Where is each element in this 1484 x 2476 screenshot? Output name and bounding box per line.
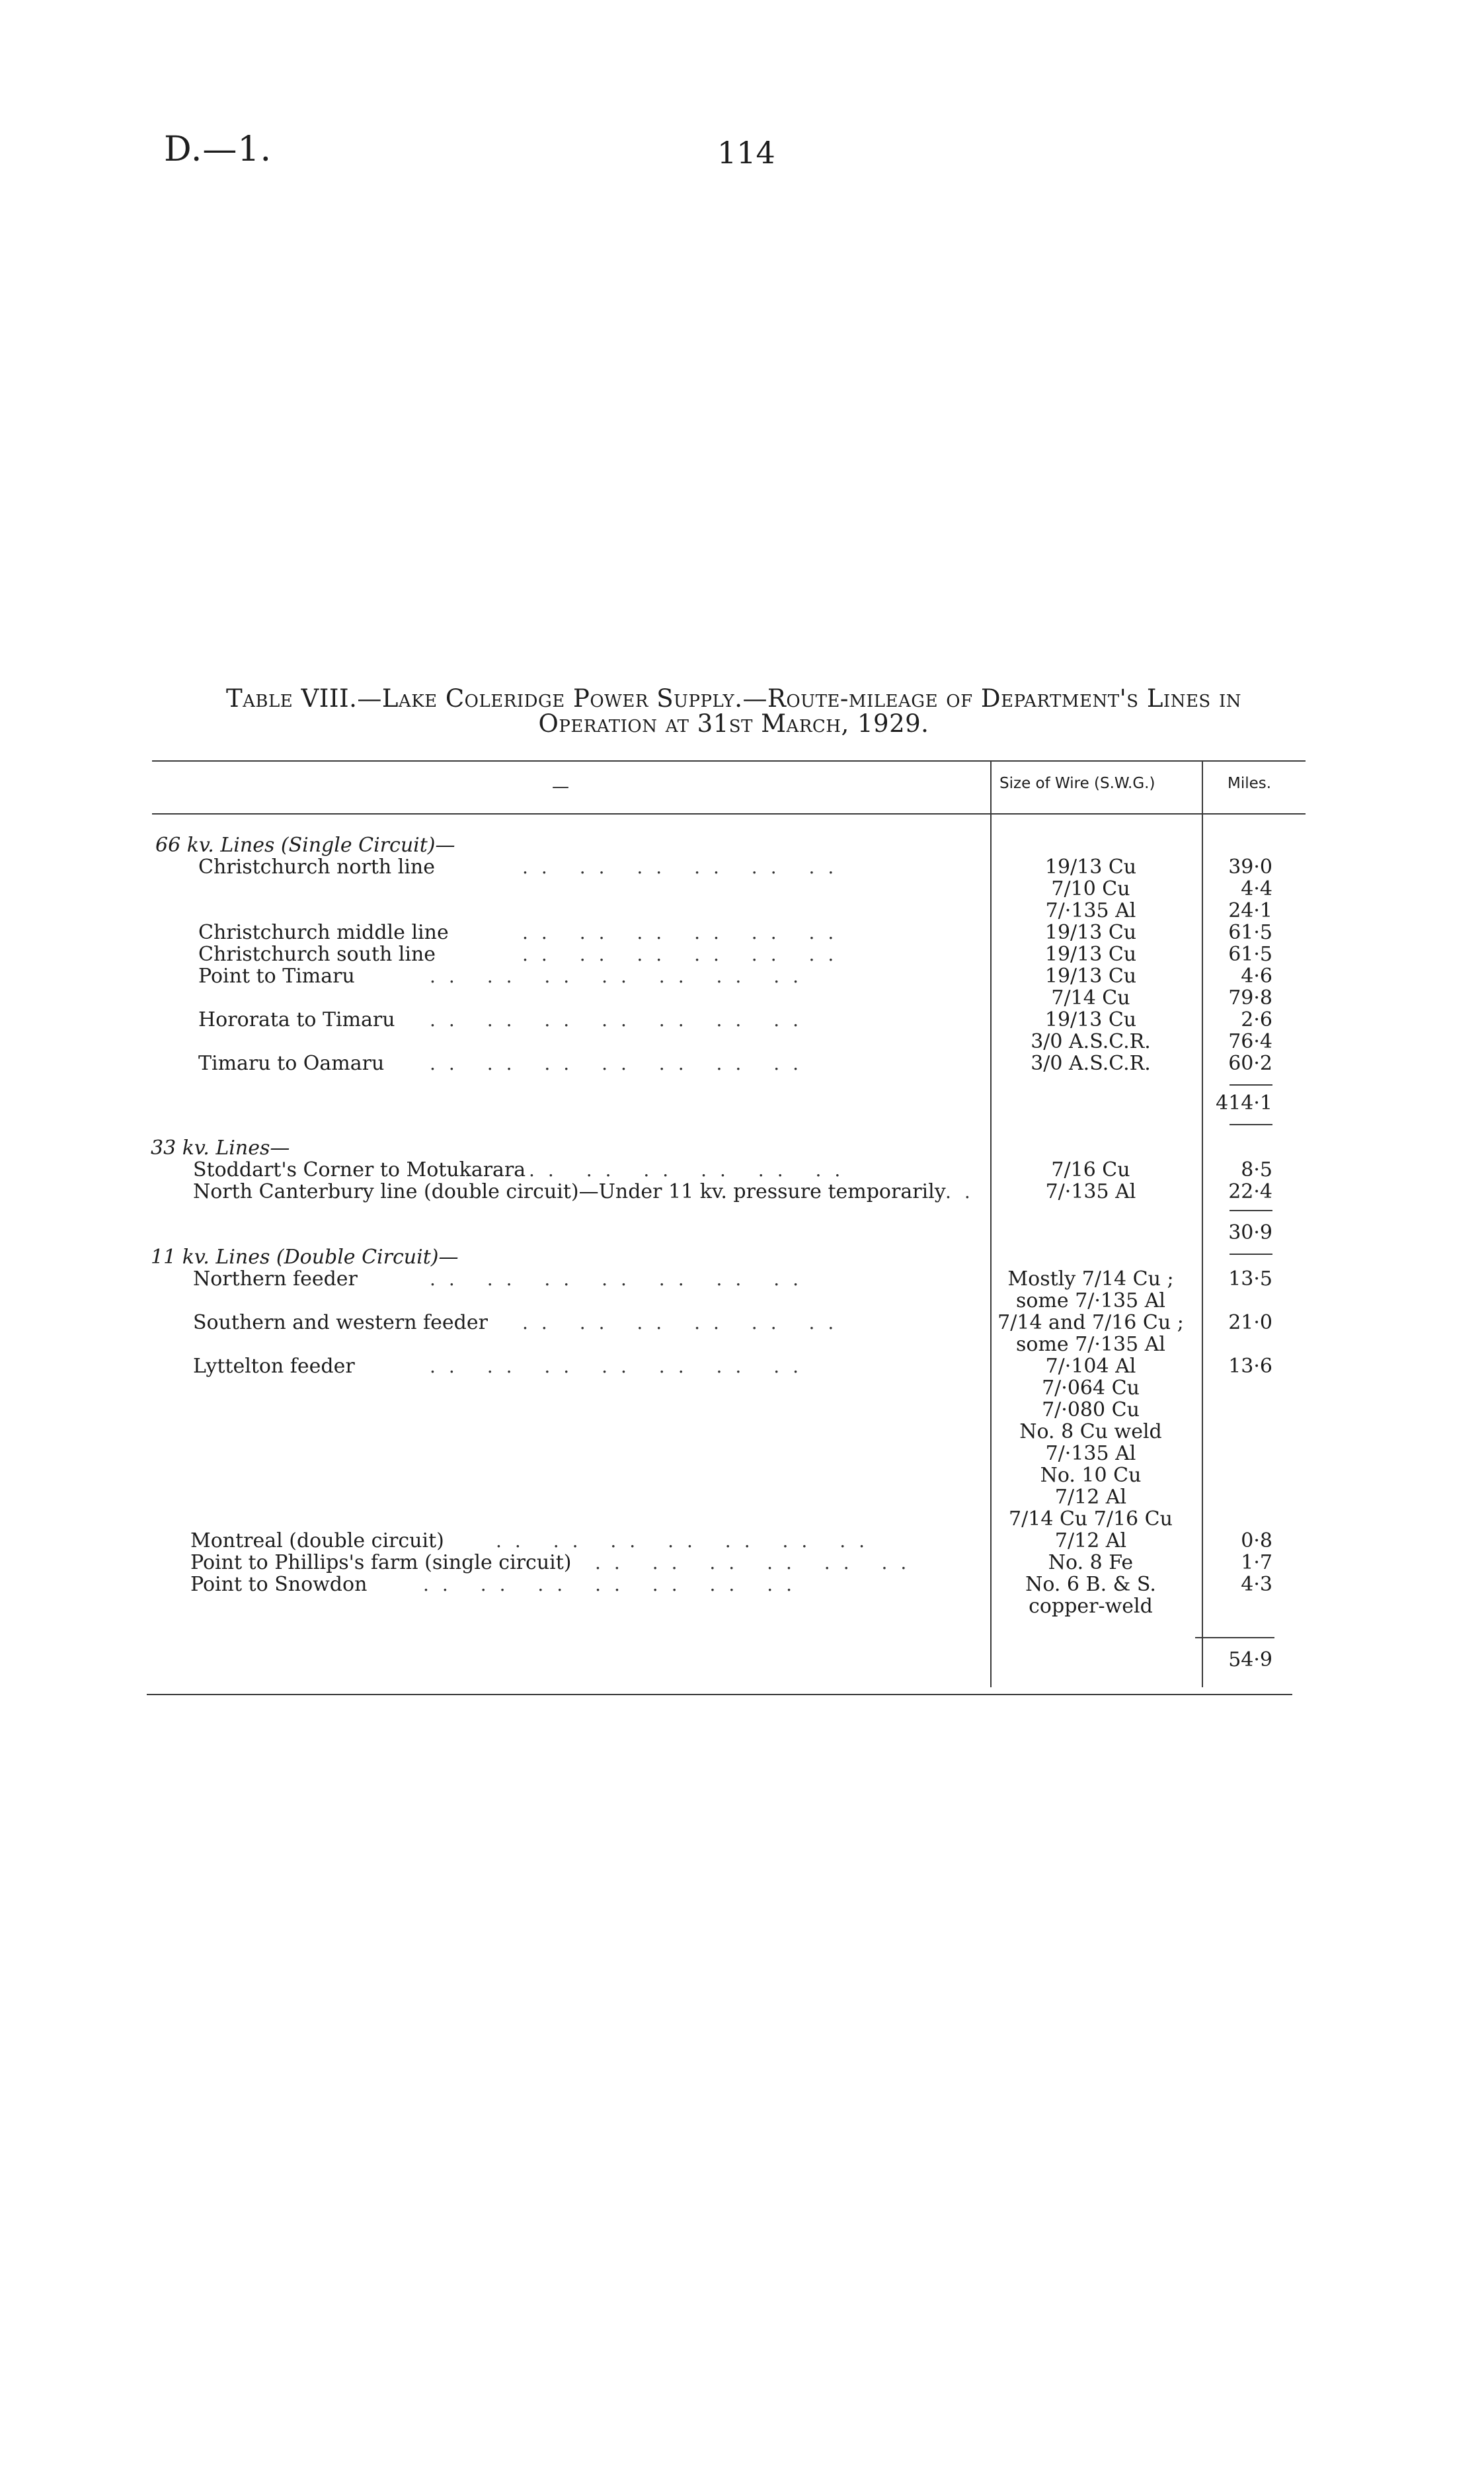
subtotal-rule (1230, 1254, 1272, 1255)
table-bottom-rule (147, 1694, 1292, 1695)
miles-value: 13·5 (1228, 1267, 1272, 1291)
row-label: Christchurch middle line (198, 921, 449, 944)
wire-size: 3/0 A.S.C.R. (1031, 1030, 1151, 1053)
wire-size: 7/·104 Al (1045, 1355, 1136, 1378)
miles-value: 22·4 (1228, 1180, 1272, 1203)
row-label: Hororata to Timaru (198, 1008, 395, 1031)
wire-size: 7/10 Cu (1051, 877, 1130, 900)
leader-dots: .. .. .. .. .. .. .. (430, 1009, 812, 1031)
row-label: Point to Timaru (198, 965, 355, 988)
wire-size: some 7/·135 Al (1016, 1289, 1165, 1312)
column-divider-2 (1202, 762, 1203, 1687)
leader-dots: .. .. .. .. .. .. .. (430, 965, 812, 987)
miles-value: 24·1 (1228, 899, 1272, 922)
miles-value: 2·6 (1241, 1008, 1272, 1031)
leader-dots: .. .. .. .. .. .. (522, 943, 847, 965)
row-label: Christchurch south line (198, 943, 436, 966)
row-label: Montreal (double circuit) (190, 1529, 444, 1552)
wire-size: 7/16 Cu (1051, 1158, 1130, 1181)
row-label: Northern feeder (193, 1267, 358, 1291)
miles-value: 61·5 (1228, 921, 1272, 944)
table-title-line-2: Operation at 31st March, 1929. (538, 709, 929, 738)
miles-value: 60·2 (1228, 1052, 1272, 1075)
section-heading: 33 kv. Lines— (151, 1137, 290, 1160)
section-total: 414·1 (1216, 1092, 1272, 1115)
section-total: 30·9 (1228, 1221, 1272, 1244)
miles-value: 8·5 (1241, 1158, 1272, 1181)
wire-size: 7/·080 Cu (1042, 1398, 1140, 1421)
miles-value: 1·7 (1241, 1551, 1272, 1574)
wire-size: 7/14 Cu (1051, 986, 1130, 1010)
miles-value: 76·4 (1228, 1030, 1272, 1053)
leader-dots: .. .. .. .. .. .. .. (430, 1355, 812, 1377)
leader-dots: .. (945, 1181, 984, 1203)
wire-size: 7/·064 Cu (1042, 1377, 1140, 1400)
wire-size: 7/·135 Al (1045, 1442, 1136, 1465)
header-blank-cell: — (552, 777, 569, 797)
leader-dots: .. .. .. .. .. .. (522, 922, 847, 943)
leader-dots: .. .. .. .. .. .. .. (430, 1268, 812, 1290)
wire-size: No. 8 Fe (1048, 1551, 1134, 1574)
page-reference: D.—1. (164, 130, 272, 169)
miles-value: 4·3 (1241, 1573, 1272, 1596)
row-label: Timaru to Oamaru (198, 1052, 385, 1075)
page-number: 114 (717, 135, 775, 171)
wire-size: 7/14 Cu 7/16 Cu (1009, 1507, 1173, 1531)
row-label: Stoddart's Corner to Motukarara (193, 1158, 526, 1181)
row-label: Southern and western feeder (193, 1311, 488, 1334)
wire-size: No. 10 Cu (1040, 1464, 1142, 1487)
row-label: Christchurch north line (198, 856, 436, 879)
miles-value: 39·0 (1228, 856, 1272, 879)
table-top-rule (152, 760, 1306, 762)
wire-size: 19/13 Cu (1044, 943, 1137, 966)
subtotal-rule (1230, 1124, 1272, 1125)
wire-size: 19/13 Cu (1044, 856, 1137, 879)
wire-size: 7/·135 Al (1045, 899, 1136, 922)
table-title-line-1: Table VIII.—Lake Coleridge Power Supply.—Route-mileage of Department's Lines in (225, 684, 1242, 713)
wire-size: 7/·135 Al (1045, 1180, 1136, 1203)
wire-size: 19/13 Cu (1044, 1008, 1137, 1031)
subtotal-rule (1230, 1084, 1272, 1086)
subtotal-rule (1230, 1210, 1272, 1211)
wire-size: No. 6 B. & S. (1025, 1573, 1156, 1596)
miles-value: 21·0 (1228, 1311, 1272, 1334)
wire-size: 7/12 Al (1054, 1486, 1127, 1509)
row-label: North Canterbury line (double circuit)—Under 11 kv. pressure temporarily (193, 1180, 946, 1203)
header-wire-size: Size of Wire (S.W.G.) (999, 775, 1155, 792)
leader-dots: .. .. .. .. .. .. (522, 1312, 847, 1334)
miles-value: 13·6 (1228, 1355, 1272, 1378)
miles-value: 61·5 (1228, 943, 1272, 966)
table-title (152, 686, 1315, 737)
row-label: Lyttelton feeder (193, 1355, 355, 1378)
wire-size: 7/12 Al (1054, 1529, 1127, 1552)
leader-dots: .. .. .. .. .. .. (529, 1159, 854, 1181)
leader-dots: .. .. .. .. .. .. .. (430, 1053, 812, 1074)
leader-dots: .. .. .. .. .. .. .. (423, 1574, 806, 1595)
wire-size: copper-weld (1029, 1595, 1153, 1618)
leader-dots: .. .. .. .. .. .. (522, 856, 847, 878)
miles-value: 4·4 (1241, 877, 1272, 900)
header-miles: Miles. (1228, 775, 1272, 792)
row-label: Point to Snowdon (190, 1573, 368, 1596)
wire-size: some 7/·135 Al (1016, 1333, 1165, 1356)
section-total: 54·9 (1228, 1648, 1272, 1671)
leader-dots: .. .. .. .. .. .. (595, 1552, 920, 1574)
wire-size: No. 8 Cu weld (1019, 1420, 1162, 1443)
subtotal-rule (1195, 1637, 1274, 1638)
header-bottom-rule (152, 813, 1306, 815)
wire-size: 7/14 and 7/16 Cu ; (997, 1311, 1184, 1334)
miles-value: 79·8 (1228, 986, 1272, 1010)
section-heading: 66 kv. Lines (Single Circuit)— (155, 834, 455, 857)
row-label: Point to Phillips's farm (single circuit) (190, 1551, 572, 1574)
wire-size: Mostly 7/14 Cu ; (1007, 1267, 1174, 1291)
miles-value: 0·8 (1241, 1529, 1272, 1552)
wire-size: 19/13 Cu (1044, 921, 1137, 944)
wire-size: 3/0 A.S.C.R. (1031, 1052, 1151, 1075)
leader-dots: .. .. .. .. .. .. .. (496, 1530, 879, 1552)
wire-size: 19/13 Cu (1044, 965, 1137, 988)
miles-value: 4·6 (1241, 965, 1272, 988)
section-heading: 11 kv. Lines (Double Circuit)— (151, 1246, 459, 1269)
